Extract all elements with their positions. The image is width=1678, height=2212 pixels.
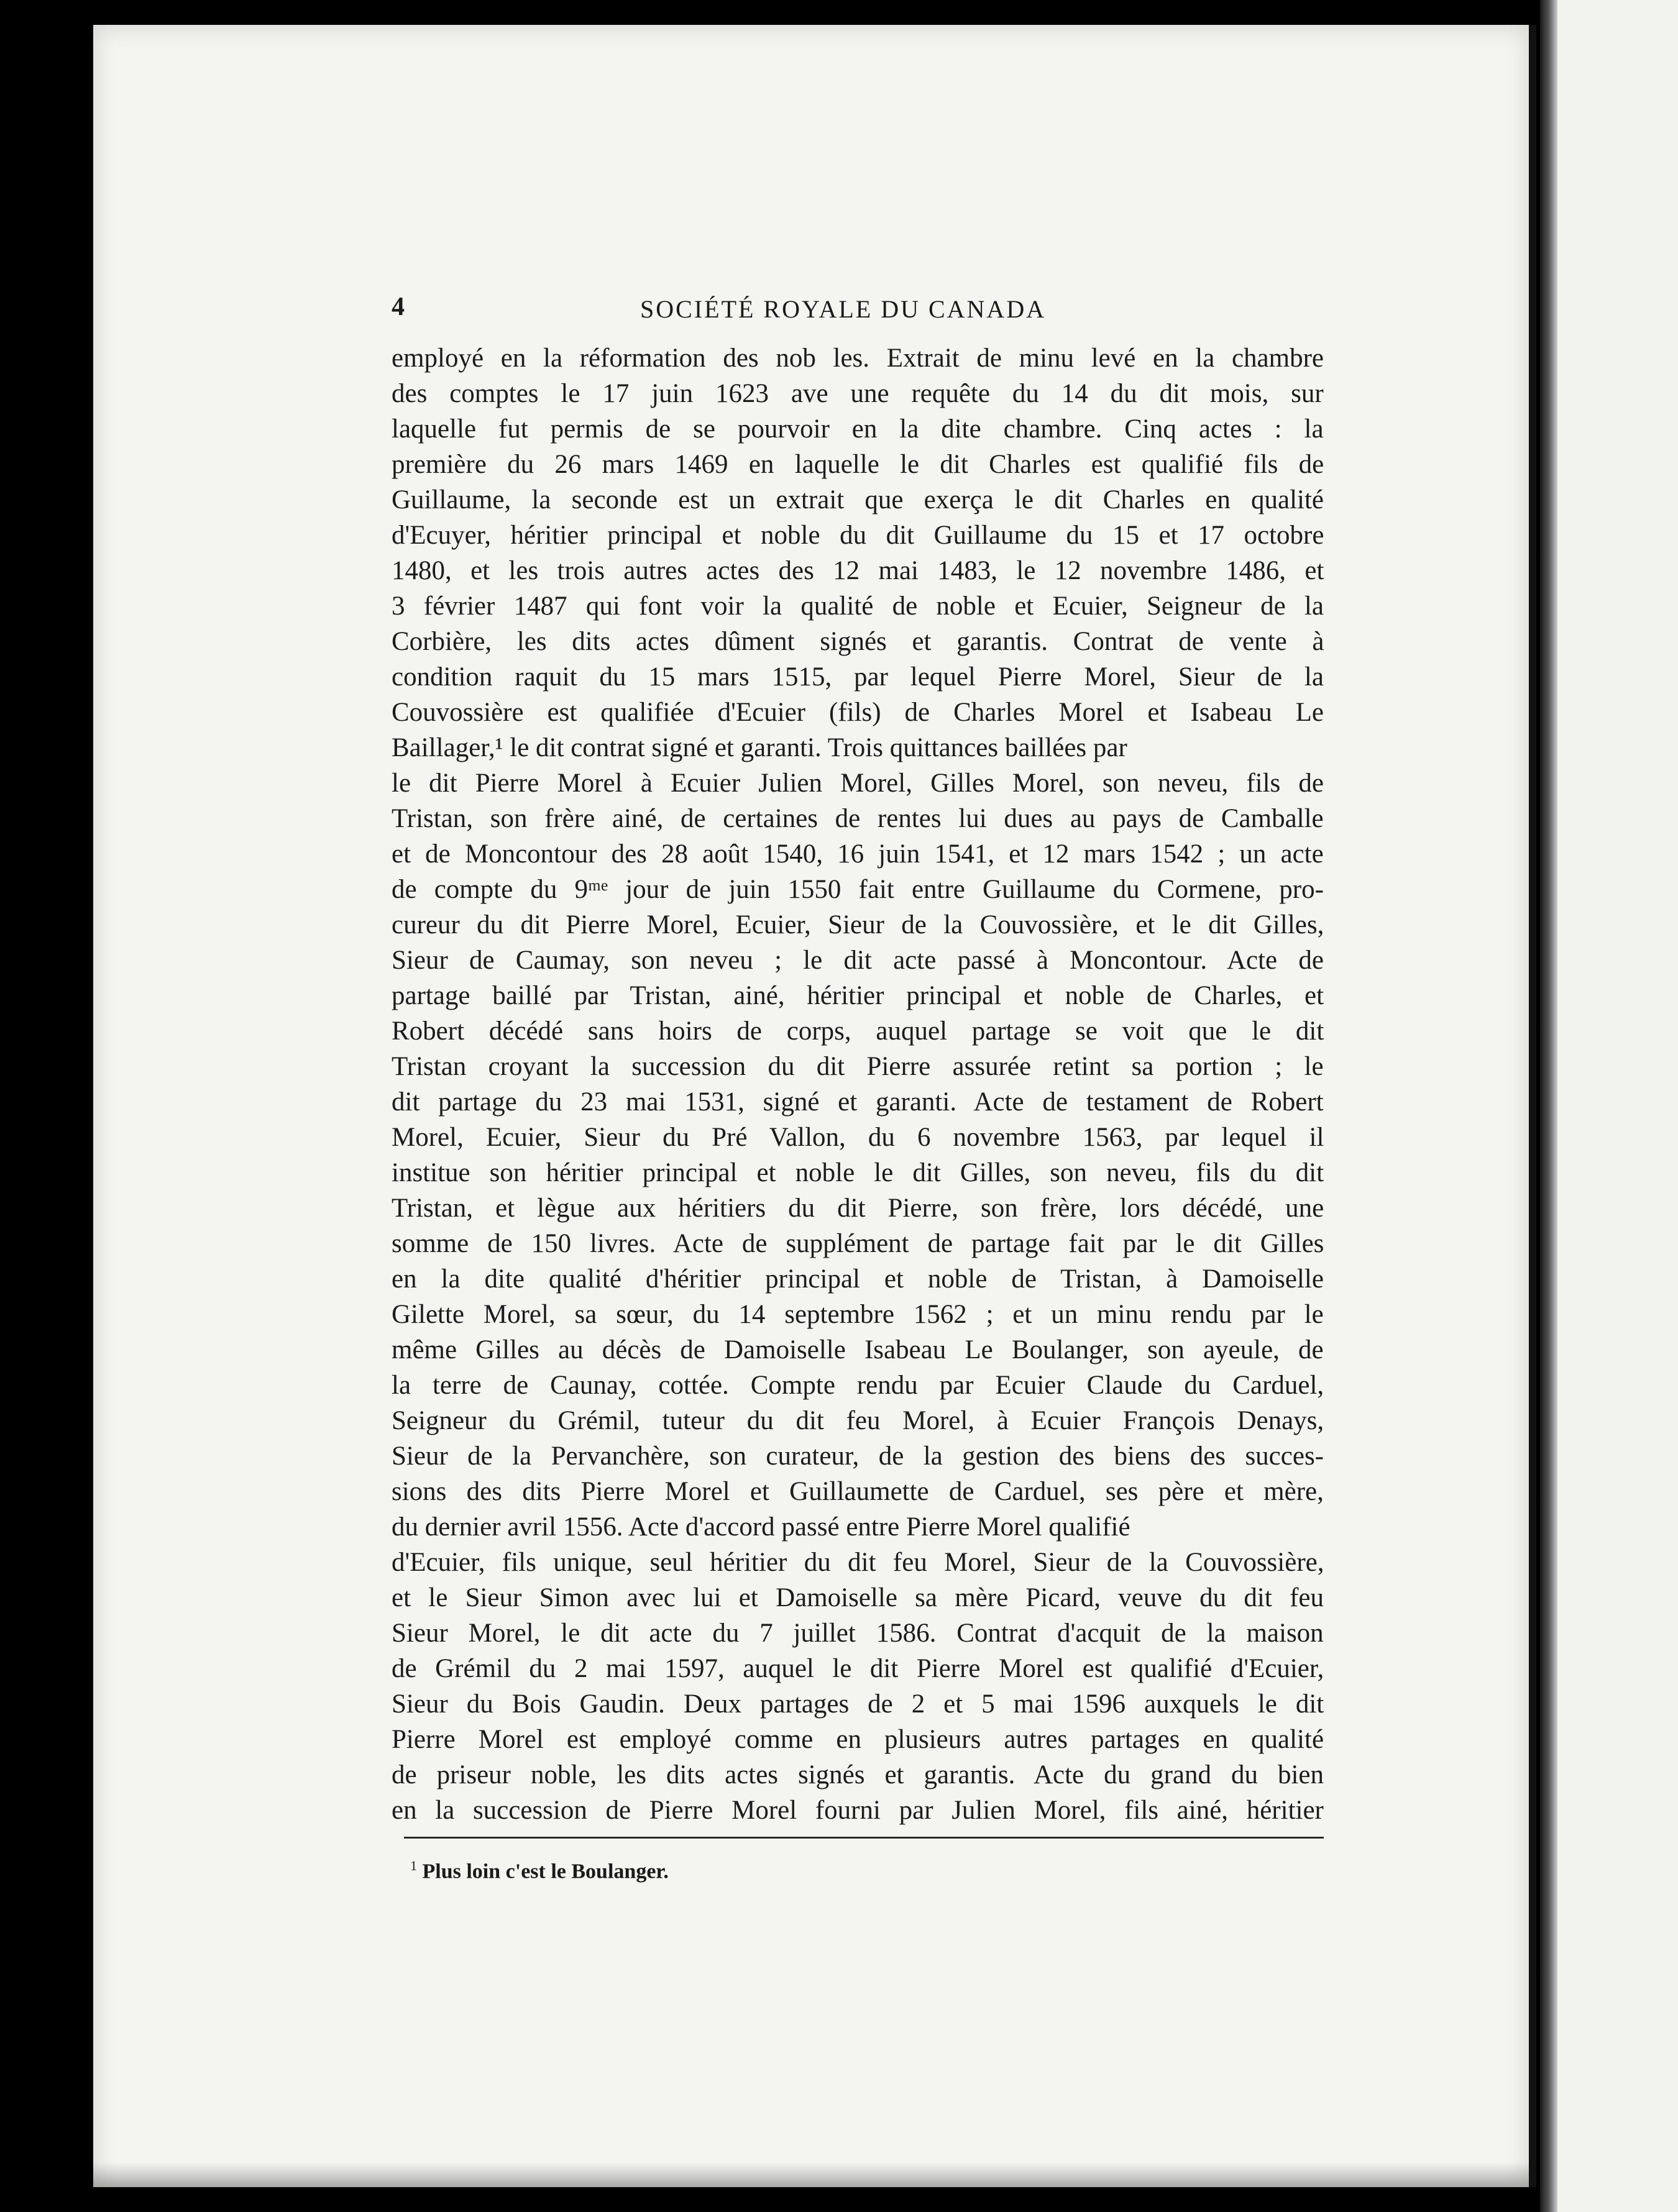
body-text xyxy=(392,340,1324,1828)
page-header xyxy=(392,292,1324,329)
footnote-rule xyxy=(404,1837,1324,1839)
body-line: Couvossière est qualifiée d'Ecuier (fils) de Charles Morel et Isabeau Le xyxy=(392,698,1324,727)
body-line: Baillager,¹ le dit contrat signé et garanti. Trois quittances baillées par xyxy=(392,733,1127,762)
book-gutter xyxy=(1540,0,1557,2212)
running-head: SOCIÉTÉ ROYALE DU CANADA xyxy=(640,295,1047,323)
body-line: d'Ecuier, fils unique, seul héritier du dit feu Morel, Sieur de la Couvossière, xyxy=(392,1548,1324,1577)
body-line: partage baillé par Tristan, ainé, héritier principal et noble de Charles, et xyxy=(392,981,1324,1010)
body-line: cureur du dit Pierre Morel, Ecuier, Sieur de la Couvossière, et le dit Gilles, xyxy=(392,910,1324,939)
next-page-sliver xyxy=(1540,0,1678,2212)
page-edge-shadow xyxy=(1529,25,1536,2187)
footnote xyxy=(410,1858,669,1883)
body-line: Tristan, et lègue aux héritiers du dit Pierre, son frère, lors décédé, une xyxy=(392,1194,1324,1223)
body-line: Tristan croyant la succession du dit Pierre assurée retint sa portion ; le xyxy=(392,1052,1324,1081)
body-line: et de Moncontour des 28 août 1540, 16 juin 1541, et 12 mars 1542 ; un acte xyxy=(392,839,1324,869)
body-line: de Grémil du 2 mai 1597, auquel le dit Pierre Morel est qualifié d'Ecuier, xyxy=(392,1654,1324,1683)
body-line: Tristan, son frère ainé, de certaines de rentes lui dues au pays de Camballe xyxy=(392,804,1324,833)
body-line: Robert décédé sans hoirs de corps, auquel partage se voit que le dit xyxy=(392,1017,1324,1046)
body-line: laquelle fut permis de se pourvoir en la dite chambre. Cinq actes : la xyxy=(392,414,1324,444)
body-line: Seigneur du Grémil, tuteur du dit feu Morel, à Ecuier François Denays, xyxy=(392,1406,1324,1435)
body-line: en la dite qualité d'héritier principal et noble de Tristan, à Damoiselle xyxy=(392,1264,1324,1294)
body-line: en la succession de Pierre Morel fourni par Julien Morel, fils ainé, héritier xyxy=(392,1796,1324,1825)
body-line: 3 février 1487 qui font voir la qualité de noble et Ecuier, Seigneur de la xyxy=(392,592,1324,621)
page-number: 4 xyxy=(392,293,405,321)
body-line: Sieur de la Pervanchère, son curateur, de la gestion des biens des succes- xyxy=(392,1442,1324,1471)
footnote-marker: 1 xyxy=(410,1858,417,1873)
body-line: employé en la réformation des nob les. Extrait de minu levé en la chambre xyxy=(392,344,1324,373)
body-line: Corbière, les dits actes dûment signés et garantis. Contrat de vente à xyxy=(392,627,1324,656)
body-line: 1480, et les trois autres actes des 12 mai 1483, le 12 novembre 1486, et xyxy=(392,556,1324,585)
body-line: du dernier avril 1556. Acte d'accord passé entre Pierre Morel qualifié xyxy=(392,1512,1130,1542)
body-line: dit partage du 23 mai 1531, signé et garanti. Acte de testament de Robert xyxy=(392,1087,1324,1117)
body-line: la terre de Caunay, cottée. Compte rendu par Ecuier Claude du Carduel, xyxy=(392,1371,1324,1400)
body-line: première du 26 mars 1469 en laquelle le dit Charles est qualifié fils de xyxy=(392,450,1324,479)
body-line: le dit Pierre Morel à Ecuier Julien Morel, Gilles Morel, son neveu, fils de xyxy=(392,769,1324,798)
body-line: même Gilles au décès de Damoiselle Isabeau Le Boulanger, son ayeule, de xyxy=(392,1335,1324,1364)
footnote-text: Plus loin c'est le Boulanger. xyxy=(422,1860,669,1883)
body-line: somme de 150 livres. Acte de supplément de partage fait par le dit Gilles xyxy=(392,1229,1324,1258)
body-line: institue son héritier principal et noble le dit Gilles, son neveu, fils du dit xyxy=(392,1158,1324,1187)
body-line: sions des dits Pierre Morel et Guillaumette de Carduel, ses père et mère, xyxy=(392,1477,1324,1506)
body-line: et le Sieur Simon avec lui et Damoiselle sa mère Picard, veuve du dit feu xyxy=(392,1583,1324,1612)
body-line: condition raquit du 15 mars 1515, par lequel Pierre Morel, Sieur de la xyxy=(392,662,1324,692)
body-line: de priseur noble, les dits actes signés et garantis. Acte du grand du bien xyxy=(392,1760,1324,1789)
body-line: d'Ecuyer, héritier principal et noble du dit Guillaume du 15 et 17 octobre xyxy=(392,521,1324,550)
body-line: Sieur du Bois Gaudin. Deux partages de 2 et 5 mai 1596 auxquels le dit xyxy=(392,1689,1324,1719)
body-line: Sieur Morel, le dit acte du 7 juillet 1586. Contrat d'acquit de la maison xyxy=(392,1619,1324,1648)
body-line: des comptes le 17 juin 1623 ave une requête du 14 du dit mois, sur xyxy=(392,379,1324,408)
body-line: Guillaume, la seconde est un extrait que exerça le dit Charles en qualité xyxy=(392,485,1324,514)
body-line: Morel, Ecuier, Sieur du Pré Vallon, du 6 novembre 1563, par lequel il xyxy=(392,1123,1324,1152)
body-line: de compte du 9ᵐᵉ jour de juin 1550 fait entre Guillaume du Cormene, pro- xyxy=(392,875,1324,904)
body-line: Sieur de Caumay, son neveu ; le dit acte passé à Moncontour. Acte de xyxy=(392,946,1324,975)
page-bottom-shadow xyxy=(93,2162,1529,2187)
body-line: Gilette Morel, sa sœur, du 14 septembre 1562 ; et un minu rendu par le xyxy=(392,1300,1324,1329)
body-line: Pierre Morel est employé comme en plusieurs autres partages en qualité xyxy=(392,1725,1324,1754)
